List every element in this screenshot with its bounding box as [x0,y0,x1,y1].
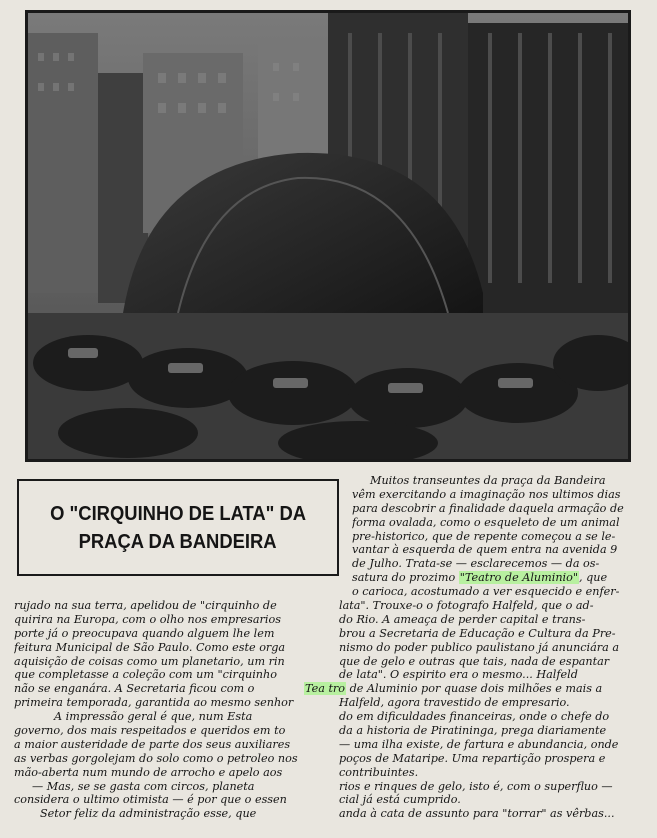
headline-line-1: O "CIRQUINHO DE LATA" DA [50,502,306,525]
text-line: governo, dos mais respeitados e queridos em to da a historia de Piratininga, prega diariamente [14,724,607,738]
headline-box [17,479,339,576]
text-line: vantar à esquerda de quem entra na avenida 9 [352,543,618,557]
text-line: quirira na Europa, com o olho nos empresarios do Rio. A ameaça de perder capital e trans- [14,612,586,626]
text-line: mão-aberta num mundo de arrocho e apelo aos contribuintes. [14,765,419,779]
text-line [352,571,624,585]
text-fragment: satura do prozimo [352,571,456,585]
text-fragment: , que [578,571,608,585]
highlight-teatro: Tea tro [305,682,346,696]
text-line: pre-historico, que de repente começou a se le- [352,529,616,543]
text-line: Muitos transeuntes da praça da Bandeira [370,474,606,487]
text-line: Setor feliz da administração esse, que anda à cata de assunto para "torrar" as vêrbas... [40,807,615,821]
text-line: forma ovalada, como o esqueleto de um animal [352,515,620,529]
right-column [352,474,624,599]
text-line: para descobrir a finalidade daquela armação de [352,501,624,515]
news-photo [25,10,631,462]
text-line: não se enganára. A Secretaria ficou com o Tea tro de Aluminio por quase dois milhões e mais a [14,682,603,696]
text-line: porte já o preocupava quando alguem lhe lem brou a Secretaria de Educação e Cultura da Pre- [14,626,616,640]
text-line: considera o ultimo otimista — é por que o essen cial já está cumprido. [14,793,461,807]
text-line: o carioca, acostumado a ver esquecido e enfer- [352,585,620,599]
text-line: rujado na sua terra, apelidou de "cirquinho de lata". Trouxe-o o fotografo Halfeld, que o ad- [14,599,594,612]
text-line: — Mas, se se gasta com circos, planeta rios e rinques de gelo, isto é, com o superfluo — [32,779,613,793]
text-line: feitura Municipal de São Paulo. Como este orga nismo do poder publico paulistano já anunciára a [14,640,620,654]
text-line: a maior austeridade de parte dos seus auxiliares — uma ilha existe, de fartura e abundancia, onde [14,737,619,751]
text-line: aquisição de coisas como um planetario, um rin que de gelo e outras que tais, nada de espantar [14,654,610,668]
text-line: primeira temporada, garantida ao mesmo senhor Halfeld, agora travestido de empresario. [14,696,570,710]
photo-aluminium-theatre-illustration [28,13,628,459]
text-line: de Julho. Trata-se — esclarecemos — da os- [352,557,600,571]
text-line: A impressão geral é que, num Esta do em dificuldades financeiras, onde o chefe do [54,710,610,724]
text-line: as verbas gorgolejam do solo como o petroleo nos poços de Mataripe. Uma repartição prospera e [14,751,606,765]
text-line: vêm exercitando a imaginação nos ultimos dias [352,487,621,501]
highlight-teatro-aluminio: "Teatro de Aluminio" [459,571,578,585]
body-text [14,599,619,821]
headline-line-2: PRAÇA DA BANDEIRA [79,530,277,553]
text-line: que completasse a coleção com um "cirquinho de lata". O espirito era o mesmo... Halfeld [14,668,578,682]
